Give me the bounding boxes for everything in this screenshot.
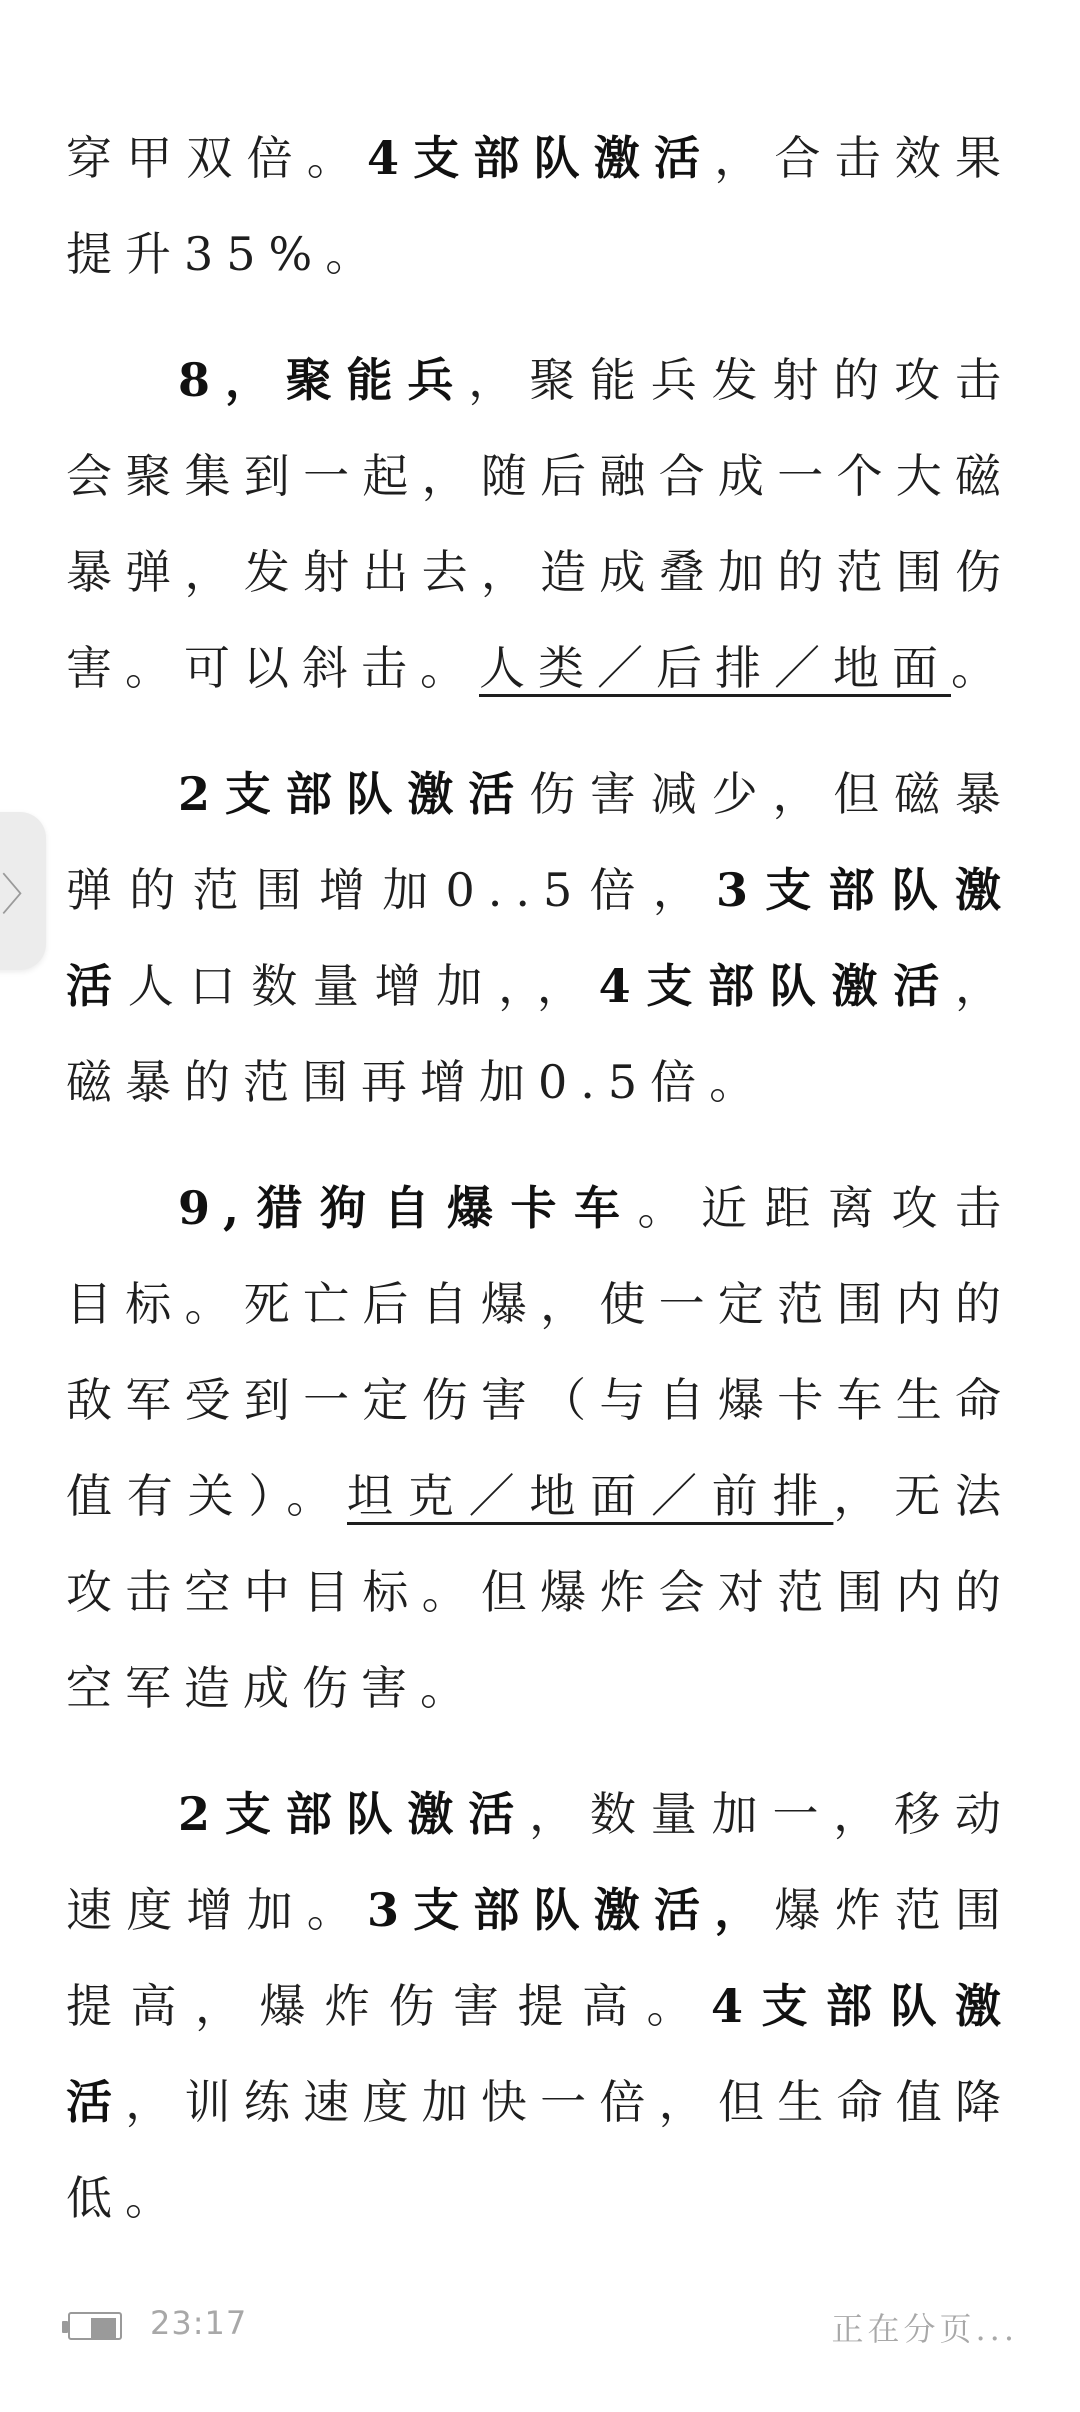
battery-icon [62,2312,126,2344]
book-content [66,110,1014,2276]
bold-text: 4支部队激活 [598,959,955,1013]
underlined-tags: 坦克／地面／前排 [347,1469,834,1523]
paging-status: 正在分页... [831,2310,1018,2348]
bold-text: 2支部队激活 [178,1787,530,1841]
paragraph-text: ，磁暴的范围再增加0.5倍。 [66,959,1014,1109]
paragraph-text: 。近距离攻击目标。死亡后自爆，使一定范围内的敌军受到一定伤害（与自爆卡车生命值有关）。 [66,1181,1015,1523]
paragraph-text: ，数量加一，移动速度增加。 [66,1787,1014,1937]
paragraph [66,746,1014,1130]
paragraph [66,1160,1014,1736]
clock: 23:17 [150,2304,248,2342]
paragraph-text: 人口数量增加，， [127,959,599,1013]
paragraph [66,1766,1014,2246]
battery-level-fill [91,2318,116,2338]
paragraph-text: ，合击效果提升35%。 [66,131,1014,281]
paragraph [66,110,1014,302]
bold-text: 4支部队激活 [367,131,715,185]
paragraph-text: 穿甲双倍。 [66,131,367,185]
bold-text: 9,猎狗自爆卡车 [178,1181,638,1235]
paragraph-text: 伤害减少，但磁暴弹的范围增加0..5倍， [66,767,1014,917]
paragraph-text: ，训练速度加快一倍，但生命值降低。 [66,2075,1015,2225]
bold-text: 2支部队激活 [178,767,530,821]
bold-text: 8，聚能兵 [178,353,469,407]
paragraph [66,332,1014,716]
bold-text: 3支部队激活 [66,863,1014,1013]
paragraph-text: ，聚能兵发射的攻击会聚集到一起，随后融合成一个大磁暴弹，发射出去，造成叠加的范围伤害。可以斜击。 [66,353,1014,695]
paragraph-text: ，无法攻击空中目标。但爆炸会对范围内的空军造成伤害。 [66,1469,1015,1715]
chevron-right-icon: 〉 [1,870,45,921]
paragraph-text: 爆炸范围提高，爆炸伤害提高。 [66,1883,1015,2033]
bold-text: 4支部队激活 [66,1979,1015,2129]
bold-text: 3支部队激活， [367,1883,775,1937]
paragraph-text: 。 [951,641,1010,695]
underlined-tags: 人类／后排／地面 [479,641,951,695]
side-panel-handle[interactable] [0,812,46,970]
